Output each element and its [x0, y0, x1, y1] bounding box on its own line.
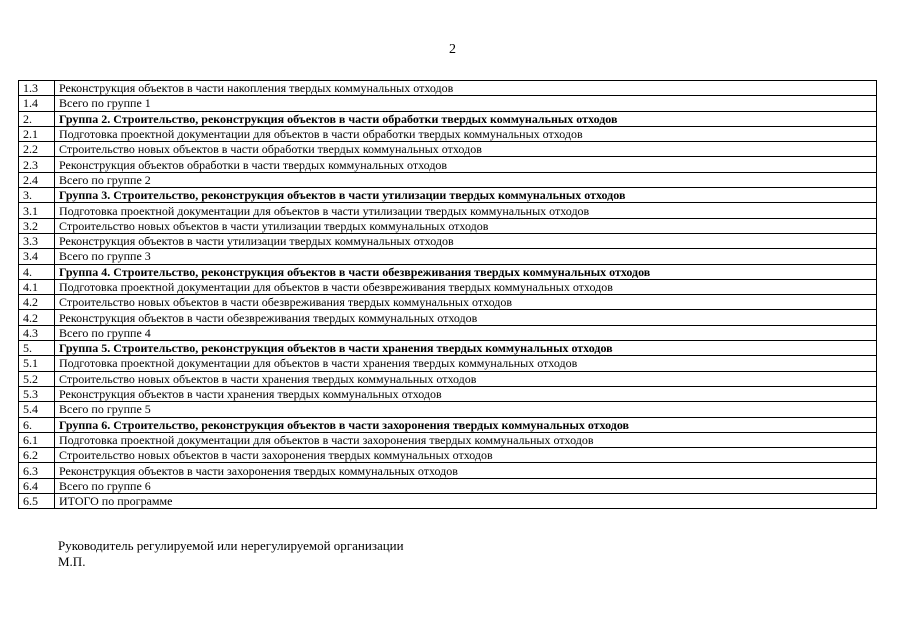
- table-row: [19, 432, 877, 447]
- row-description: Подготовка проектной документации для объектов в части обработки твердых коммунальных отходов: [55, 126, 877, 141]
- row-number: 3.1: [19, 203, 55, 218]
- row-number: 4.3: [19, 325, 55, 340]
- table-row: [19, 96, 877, 111]
- row-description: Строительство новых объектов в части обезвреживания твердых коммунальных отходов: [55, 295, 877, 310]
- row-description: Строительство новых объектов в части захоронения твердых коммунальных отходов: [55, 448, 877, 463]
- row-description: Всего по группе 5: [55, 402, 877, 417]
- row-description: Подготовка проектной документации для объектов в части захоронения твердых коммунальных отходов: [55, 432, 877, 447]
- row-number: 6.: [19, 417, 55, 432]
- table-row-group-heading: [19, 111, 877, 126]
- row-number: 2.2: [19, 142, 55, 157]
- row-description: Строительство новых объектов в части обработки твердых коммунальных отходов: [55, 142, 877, 157]
- row-description: Всего по группе 2: [55, 172, 877, 187]
- table-row: [19, 478, 877, 493]
- row-number: 6.5: [19, 494, 55, 509]
- signature-line: Руководитель регулируемой или нерегулируемой организации: [58, 538, 404, 553]
- table-row: [19, 172, 877, 187]
- row-description: Всего по группе 1: [55, 96, 877, 111]
- row-description: Реконструкция объектов обработки в части твердых коммунальных отходов: [55, 157, 877, 172]
- table-row: [19, 295, 877, 310]
- table-row: [19, 203, 877, 218]
- row-description: Группа 4. Строительство, реконструкция объектов в части обезвреживания твердых коммунальных отходов: [55, 264, 877, 279]
- row-number: 2.4: [19, 172, 55, 187]
- row-number: 6.3: [19, 463, 55, 478]
- row-number: 5.3: [19, 386, 55, 401]
- table-row: [19, 448, 877, 463]
- table-row: [19, 218, 877, 233]
- table-row: [19, 126, 877, 141]
- row-description: Подготовка проектной документации для объектов в части обезвреживания твердых коммунальных отходов: [55, 279, 877, 294]
- row-number: 4.: [19, 264, 55, 279]
- row-number: 4.2: [19, 295, 55, 310]
- row-description: Реконструкция объектов в части утилизации твердых коммунальных отходов: [55, 233, 877, 248]
- table-row: [19, 371, 877, 386]
- row-number: 1.3: [19, 81, 55, 96]
- row-description: Реконструкция объектов в части обезвреживания твердых коммунальных отходов: [55, 310, 877, 325]
- table-row: [19, 81, 877, 96]
- row-number: 5.4: [19, 402, 55, 417]
- row-description: Группа 6. Строительство, реконструкция объектов в части захоронения твердых коммунальных отходов: [55, 417, 877, 432]
- row-description: Строительство новых объектов в части хранения твердых коммунальных отходов: [55, 371, 877, 386]
- table-row: [19, 494, 877, 509]
- table-row: [19, 402, 877, 417]
- table-row: [19, 356, 877, 371]
- table-row: [19, 279, 877, 294]
- page-number: 2: [449, 42, 456, 57]
- row-description: Реконструкция объектов в части захоронения твердых коммунальных отходов: [55, 463, 877, 478]
- row-description: Строительство новых объектов в части утилизации твердых коммунальных отходов: [55, 218, 877, 233]
- table-row: [19, 249, 877, 264]
- table-row: [19, 463, 877, 478]
- program-table: [18, 80, 877, 509]
- stamp-label: М.П.: [58, 554, 86, 569]
- table-row-group-heading: [19, 341, 877, 356]
- row-number: 6.2: [19, 448, 55, 463]
- row-description: Всего по группе 3: [55, 249, 877, 264]
- row-number: 2.: [19, 111, 55, 126]
- row-number: 3.3: [19, 233, 55, 248]
- row-description: Подготовка проектной документации для объектов в части утилизации твердых коммунальных отходов: [55, 203, 877, 218]
- row-description: Всего по группе 4: [55, 325, 877, 340]
- row-description: Группа 3. Строительство, реконструкция объектов в части утилизации твердых коммунальных отходов: [55, 188, 877, 203]
- row-description: Реконструкция объектов в части накопления твердых коммунальных отходов: [55, 81, 877, 96]
- row-description: Группа 5. Строительство, реконструкция объектов в части хранения твердых коммунальных отходов: [55, 341, 877, 356]
- row-number: 6.4: [19, 478, 55, 493]
- row-number: 2.1: [19, 126, 55, 141]
- row-number: 4.1: [19, 279, 55, 294]
- table-row: [19, 325, 877, 340]
- table-row-group-heading: [19, 417, 877, 432]
- row-description: Всего по группе 6: [55, 478, 877, 493]
- row-description: ИТОГО по программе: [55, 494, 877, 509]
- row-number: 5.: [19, 341, 55, 356]
- row-number: 2.3: [19, 157, 55, 172]
- signature-block: [58, 538, 404, 570]
- row-number: 6.1: [19, 432, 55, 447]
- row-number: 3.4: [19, 249, 55, 264]
- table-row-group-heading: [19, 188, 877, 203]
- row-number: 5.1: [19, 356, 55, 371]
- table-body: [19, 81, 877, 509]
- row-number: 5.2: [19, 371, 55, 386]
- table-row: [19, 157, 877, 172]
- table-row: [19, 233, 877, 248]
- row-description: Группа 2. Строительство, реконструкция объектов в части обработки твердых коммунальных отходов: [55, 111, 877, 126]
- table-row: [19, 310, 877, 325]
- row-number: 1.4: [19, 96, 55, 111]
- table-row: [19, 386, 877, 401]
- row-number: 4.2: [19, 310, 55, 325]
- table-row: [19, 142, 877, 157]
- row-description: Реконструкция объектов в части хранения твердых коммунальных отходов: [55, 386, 877, 401]
- row-number: 3.: [19, 188, 55, 203]
- row-number: 3.2: [19, 218, 55, 233]
- row-description: Подготовка проектной документации для объектов в части хранения твердых коммунальных отходов: [55, 356, 877, 371]
- table-row-group-heading: [19, 264, 877, 279]
